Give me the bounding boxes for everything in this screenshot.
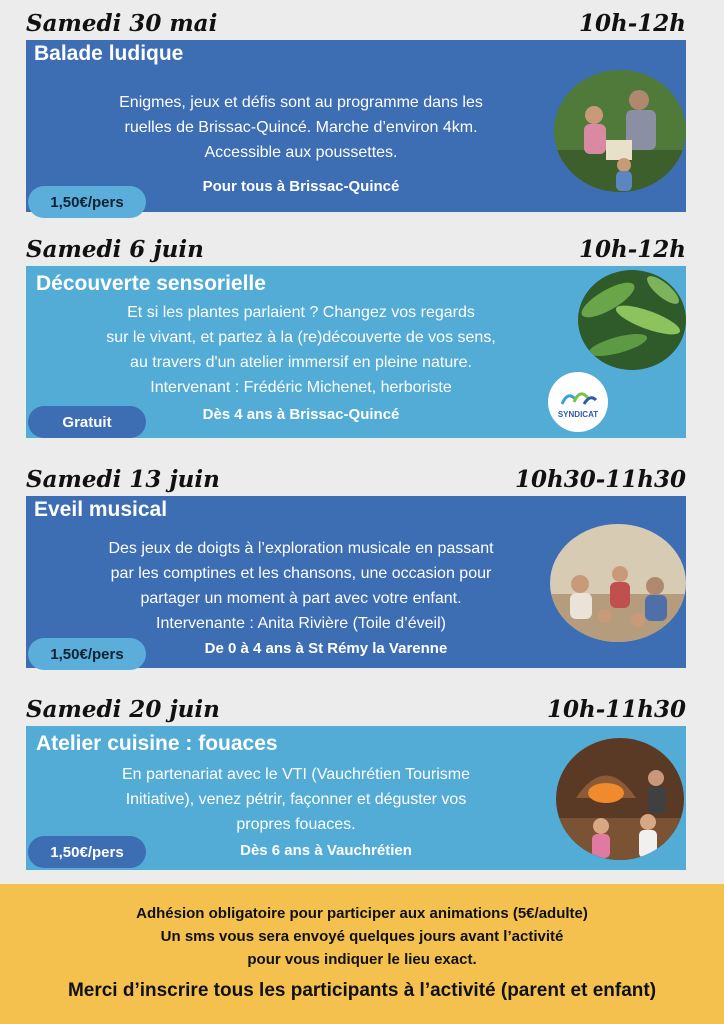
event-header bbox=[26, 692, 686, 726]
syndicat-logo bbox=[548, 372, 608, 432]
event-date: Samedi 13 juin bbox=[26, 465, 220, 493]
footer-membership: Adhésion obligatoire pour participer aux animations (5€/adulte) bbox=[136, 905, 588, 922]
event-location: Dès 4 ans à Brissac-Quincé bbox=[202, 406, 400, 423]
price-badge: 1,50€/pers bbox=[28, 638, 146, 670]
event-card bbox=[26, 266, 686, 438]
event-time: 10h-12h bbox=[578, 235, 686, 263]
event-card bbox=[26, 40, 686, 212]
event-header bbox=[26, 232, 686, 266]
price-badge: Gratuit bbox=[28, 406, 146, 438]
event-header bbox=[26, 462, 686, 496]
footer-registration-note: Merci d’inscrire tous les participants à l’activité (parent et enfant) bbox=[67, 980, 657, 1001]
event-title: Eveil musical bbox=[34, 498, 168, 521]
photo-children-game bbox=[554, 70, 686, 192]
event-title: Découverte sensorielle bbox=[36, 272, 266, 295]
event-title: Atelier cuisine : fouaces bbox=[36, 732, 278, 755]
event-location: De 0 à 4 ans à St Rémy la Varenne bbox=[204, 640, 448, 657]
event-description: En partenariat avec le VTI (Vauchrétien Tourisme Initiative), venez pétrir, façonner et déguster vos propres fouaces. bbox=[121, 766, 471, 833]
event-card bbox=[26, 726, 686, 870]
footer-sms-notice: Un sms vous sera envoyé quelques jours avant l’activité bbox=[160, 928, 564, 945]
event-date: Samedi 6 juin bbox=[26, 235, 204, 263]
event-description: Des jeux de doigts à l’exploration musicale en passant par les comptines et les chansons, une occasion pour partager un moment à part avec votre enfant. Intervenante : Anita Rivière (Toile d’éveil) bbox=[108, 540, 494, 632]
event-card bbox=[26, 496, 686, 668]
event-date: Samedi 30 mai bbox=[26, 9, 218, 37]
event-time: 10h-12h bbox=[578, 9, 686, 37]
price-badge: 1,50€/pers bbox=[28, 186, 146, 218]
event-header bbox=[26, 6, 686, 40]
event-location: Dès 6 ans à Vauchrétien bbox=[240, 842, 412, 859]
info-footer bbox=[0, 884, 724, 1024]
event-date: Samedi 20 juin bbox=[26, 695, 220, 723]
photo-plants bbox=[578, 270, 686, 370]
footer-location-notice: pour vous indiquer le lieu exact. bbox=[247, 951, 477, 968]
event-time: 10h-11h30 bbox=[546, 695, 686, 723]
photo-music-class bbox=[550, 524, 686, 642]
event-title: Balade ludique bbox=[34, 42, 184, 65]
price-badge: 1,50€/pers bbox=[28, 836, 146, 868]
event-time: 10h30-11h30 bbox=[514, 465, 686, 493]
photo-bread-oven bbox=[556, 738, 684, 860]
event-description: Enigmes, jeux et défis sont au programme dans les ruelles de Brissac-Quincé. Marche d’environ 4km. Accessible aux poussettes. bbox=[119, 94, 483, 161]
event-description: Et si les plantes parlaient ? Changez vos regards sur le vivant, et partez à la (re)découverte de vos sens, au travers d'un atelier immersif en pleine nature. Intervenant : Frédéric Michenet, herboriste bbox=[106, 304, 496, 396]
logo-label: SYNDICAT bbox=[557, 409, 599, 419]
event-location: Pour tous à Brissac-Quincé bbox=[202, 178, 400, 195]
